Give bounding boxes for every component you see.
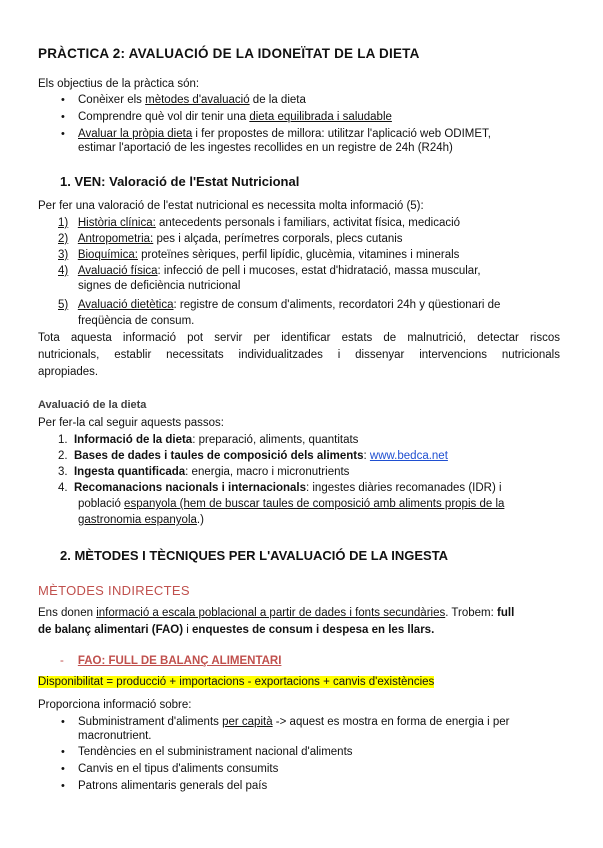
paragraph-bold: de balanç alimentari (FAO): [38, 624, 184, 636]
bullet-underlined: per capità: [222, 716, 273, 728]
paragraph-line: apropiades.: [38, 366, 99, 378]
availability-formula: [38, 675, 434, 689]
step-number: 1.: [58, 434, 68, 446]
subheading-diet-eval: Avaluació de la dieta: [38, 399, 147, 411]
intro-lead: Els objectius de la pràctica són:: [38, 78, 200, 90]
step-text: : energia, macro i micronutrients: [185, 466, 350, 478]
bullet-underlined: mètodes d'avaluació: [145, 94, 250, 106]
section-2-heading: 2. MÈTODES I TÈCNIQUES PER L'AVALUACIÓ DE LA INGESTA: [60, 548, 449, 563]
list-item-cont: freqüència de consum.: [78, 315, 195, 327]
paragraph-bold: full: [497, 607, 515, 619]
item-number: 4): [58, 265, 69, 277]
bullet-text: de la dieta: [249, 94, 306, 106]
step-bold: Recomanacions nacionals i internacionals: [73, 482, 306, 494]
fao-bullet-1-cont: macronutrient.: [78, 730, 152, 742]
paragraph-text: i: [183, 624, 193, 636]
step-text: .): [196, 514, 204, 526]
indirect-paragraph-line-1: [38, 606, 514, 620]
intro-bullet-3: [78, 127, 491, 141]
intro-bullet-1: [78, 93, 306, 107]
step-bold: Informació de la dieta: [73, 434, 193, 446]
list-item: [58, 264, 481, 278]
list-item: [58, 216, 460, 230]
page-title: PRÀCTICA 2: AVALUACIÓ DE LA IDONEÏTAT DE LA DIETA: [38, 46, 420, 61]
paragraph-line: nutricionals, establir necessitats individualitzades i dissenyar intervencions nutricionals: [38, 349, 560, 361]
step-item: [58, 433, 358, 447]
item-text: antecedents personals i familiars, activitat física, medicació: [155, 217, 461, 229]
fao-bullet-1: [78, 715, 509, 729]
step-item-cont: [78, 497, 504, 511]
item-text: pes i alçada, perímetres corporals, plecs cutanis: [153, 233, 403, 245]
item-number: 2): [58, 233, 69, 245]
bullet-text: Comprendre què vol dir tenir una: [78, 111, 250, 123]
list-item: [58, 248, 459, 262]
step-item: [58, 449, 448, 463]
step-item: [58, 481, 502, 495]
highlighted-formula: Disponibilitat = producció + importacions - exportacions + canvis d'existències: [38, 676, 435, 688]
paragraph-text: Ens donen: [38, 607, 97, 619]
bullet-underlined: Avaluar la pròpia dieta: [78, 128, 193, 140]
step-item-cont: [78, 513, 204, 527]
step-number: 3.: [58, 466, 68, 478]
intro-bullet-2: [78, 110, 392, 124]
item-text: : registre de consum d'aliments, recordatori 24h y qüestionari de: [173, 299, 501, 311]
item-term: Història clínica:: [77, 217, 156, 229]
dash-marker: -: [60, 655, 64, 667]
bedca-link[interactable]: www.bedca.net: [369, 450, 448, 462]
fao-lead: Proporciona informació sobre:: [38, 699, 192, 711]
item-text: proteïnes sèriques, perfil lipídic, glucèmia, vitamines i minerals: [137, 249, 460, 261]
item-term: Avaluació física: [77, 265, 158, 277]
paragraph-text: . Trobem:: [445, 607, 498, 619]
step-underlined: espanyola (hem de buscar taules de composició amb aliments propis de la: [124, 498, 505, 510]
list-item-cont: signes de deficiència nutricional: [78, 280, 241, 292]
step-number: 2.: [58, 450, 68, 462]
item-term: Avaluació dietètica: [77, 299, 174, 311]
bullet-text: i fer propostes de millora: utilitzar l'aplicació web ODIMET,: [192, 128, 491, 140]
list-item: [58, 298, 500, 312]
item-term: Bioquímica:: [77, 249, 138, 261]
step-bold: Ingesta quantificada: [73, 466, 186, 478]
fao-heading-row: [60, 654, 281, 668]
step-item: [58, 465, 349, 479]
indirect-methods-heading: MÈTODES INDIRECTES: [38, 583, 190, 598]
indirect-paragraph-line-2: [38, 623, 434, 637]
item-number: 3): [58, 249, 69, 261]
paragraph-underlined: informació a escala poblacional a partir de dades i fonts secundàries: [96, 607, 446, 619]
bullet-text: -> aquest es mostra en forma de energia i per: [272, 716, 510, 728]
paragraph-line: Tota aquesta informació pot servir per identificar estats de malnutrició, detectar riscos: [38, 332, 560, 344]
list-item: [58, 232, 403, 246]
item-number: 1): [58, 217, 69, 229]
bullet-underlined: dieta equilibrada i saludable: [249, 111, 392, 123]
paragraph-bold: enquestes de consum i despesa en les llars.: [192, 624, 435, 636]
bullet-text: Conèixer els: [78, 94, 146, 106]
step-number: 4.: [58, 482, 68, 494]
step-text: : preparació, aliments, quantitats: [192, 434, 359, 446]
bullet-text: Subministrament d'aliments: [78, 716, 223, 728]
intro-bullet-3-cont: estimar l'aportació de les ingestes recollides en un registre de 24h (R24h): [78, 142, 453, 154]
diet-eval-lead: Per fer-la cal seguir aquests passos:: [38, 417, 225, 429]
step-bold: Bases de dades i taules de composició dels aliments: [73, 450, 364, 462]
step-text: població: [78, 498, 125, 510]
step-text: : ingestes diàries recomanades (IDR) i: [305, 482, 502, 494]
section-1-lead: Per fer una valoració de l'estat nutricional es necessita molta informació (5):: [38, 200, 424, 212]
fao-bullet-2: • Tendències en el subministrament nacional d'aliments: [78, 745, 353, 759]
fao-bullet-4: • Patrons alimentaris generals del país: [78, 779, 267, 793]
item-text: : infecció de pell i mucoses, estat d'hidratació, massa muscular,: [157, 265, 481, 277]
item-number: 5): [58, 299, 69, 311]
fao-heading: FAO: FULL DE BALANÇ ALIMENTARI: [77, 655, 282, 667]
step-text: :: [363, 450, 370, 462]
fao-bullet-3: • Canvis en el tipus d'aliments consumits: [78, 762, 278, 776]
item-term: Antropometria:: [77, 233, 154, 245]
step-underlined: gastronomia espanyola: [78, 514, 197, 526]
section-1-heading: 1. VEN: Valoració de l'Estat Nutricional: [60, 174, 300, 189]
